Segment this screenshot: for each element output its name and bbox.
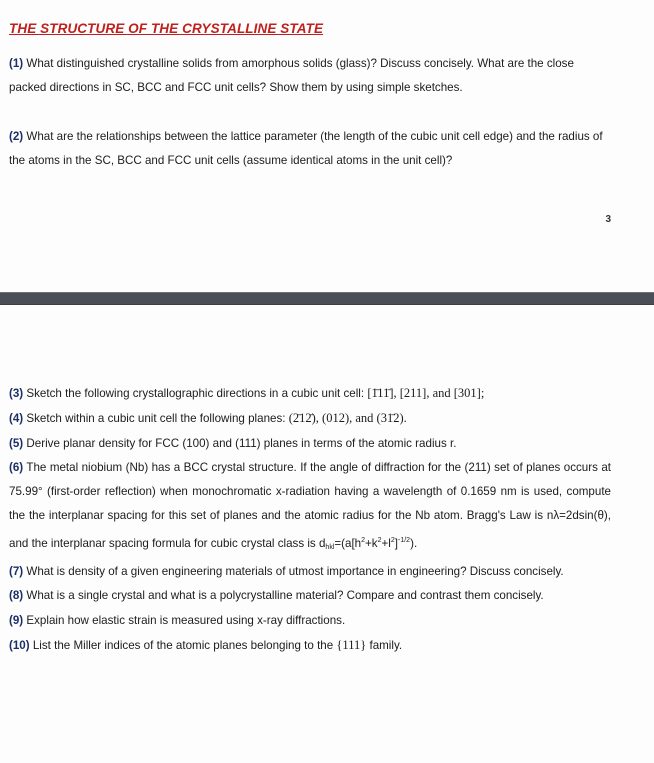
question-7 bbox=[9, 560, 611, 584]
question-10 bbox=[9, 633, 611, 658]
question-number: (9) bbox=[9, 613, 24, 627]
formula-part: ). bbox=[410, 536, 418, 550]
question-4 bbox=[9, 406, 611, 431]
document-page-2 bbox=[0, 305, 654, 763]
family-indices: {111} bbox=[336, 637, 367, 652]
question-6 bbox=[9, 456, 611, 560]
formula-subscript: hkl bbox=[325, 543, 335, 551]
question-5 bbox=[9, 432, 611, 456]
question-text: What is a single crystal and what is a polycrystalline material? Compare and contrast them concisely. bbox=[26, 589, 544, 603]
question-8 bbox=[9, 584, 611, 608]
document-page-1 bbox=[0, 0, 654, 292]
formula-square: 2 bbox=[377, 536, 382, 544]
direction-indices: [1̄11̄], [211], and [301]; bbox=[367, 386, 485, 400]
formula-exponent: -1/2 bbox=[398, 536, 411, 544]
formula-d: d bbox=[318, 536, 326, 550]
question-number: (5) bbox=[9, 436, 24, 450]
question-9 bbox=[9, 609, 611, 633]
question-text: Sketch the following crystallographic directions in a cubic unit cell: bbox=[26, 387, 365, 400]
formula-part: +l bbox=[381, 536, 391, 550]
section-heading: THE STRUCTURE OF THE CRYSTALLINE STATE bbox=[9, 21, 324, 36]
formula-part: +k bbox=[365, 536, 378, 550]
question-number: (1) bbox=[9, 57, 24, 70]
question-number: (10) bbox=[9, 638, 30, 652]
formula-part: =(a[h bbox=[334, 536, 362, 550]
interplanar-spacing-formula bbox=[319, 537, 417, 550]
question-text: What distinguished crystalline solids from amorphous solids (glass)? Discuss concisely. What are the close packed directions in SC, BCC and FCC unit cells? Show them by using simple sketches. bbox=[9, 57, 574, 95]
question-text: Derive planar density for FCC (100) and (111) planes in terms of the atomic radius r. bbox=[26, 436, 457, 450]
question-2 bbox=[9, 125, 609, 174]
question-1 bbox=[9, 52, 609, 101]
formula-square: 2 bbox=[390, 536, 395, 544]
question-3 bbox=[9, 381, 611, 406]
question-text: What are the relationships between the lattice parameter (the length of the cubic unit cell edge) and the radius of the atoms in the SC, BCC and FCC unit cells (assume identical atoms in the unit cell)? bbox=[9, 130, 603, 168]
question-number: (6) bbox=[9, 460, 24, 474]
formula-part: ] bbox=[394, 536, 399, 550]
question-number: (4) bbox=[9, 412, 24, 426]
question-tail: family. bbox=[369, 638, 403, 652]
question-text: List the Miller indices of the atomic planes belonging to the bbox=[32, 638, 334, 652]
question-text: The metal niobium (Nb) has a BCC crystal structure. If the angle of diffraction for the (211) set of planes occurs at 75.99° (first-order reflection) when monochromatic x-radiation having a wavelength of 0.1659 nm is used, compute the the interplanar spacing for this set of planes and the atomic radius for the Nb atom. Bragg's Law is nλ=2dsin(θ), and the interplanar spacing formula for cubic crystal class is bbox=[9, 460, 612, 550]
page-number: 3 bbox=[605, 214, 611, 225]
question-text: What is density of a given engineering materials of utmost importance in engineering? Discuss concisely. bbox=[26, 565, 564, 579]
question-number: (2) bbox=[9, 130, 24, 143]
question-text: Explain how elastic strain is measured using x-ray diffractions. bbox=[26, 613, 346, 627]
question-text: Sketch within a cubic unit cell the following planes: bbox=[26, 412, 286, 426]
question-list bbox=[9, 381, 611, 658]
question-number: (3) bbox=[9, 387, 24, 400]
page-divider bbox=[0, 292, 654, 305]
plane-indices: (2̄12̄), (012), and (31̄2). bbox=[288, 411, 407, 426]
question-number: (8) bbox=[9, 589, 24, 603]
formula-square: 2 bbox=[361, 536, 366, 544]
question-number: (7) bbox=[9, 565, 24, 579]
